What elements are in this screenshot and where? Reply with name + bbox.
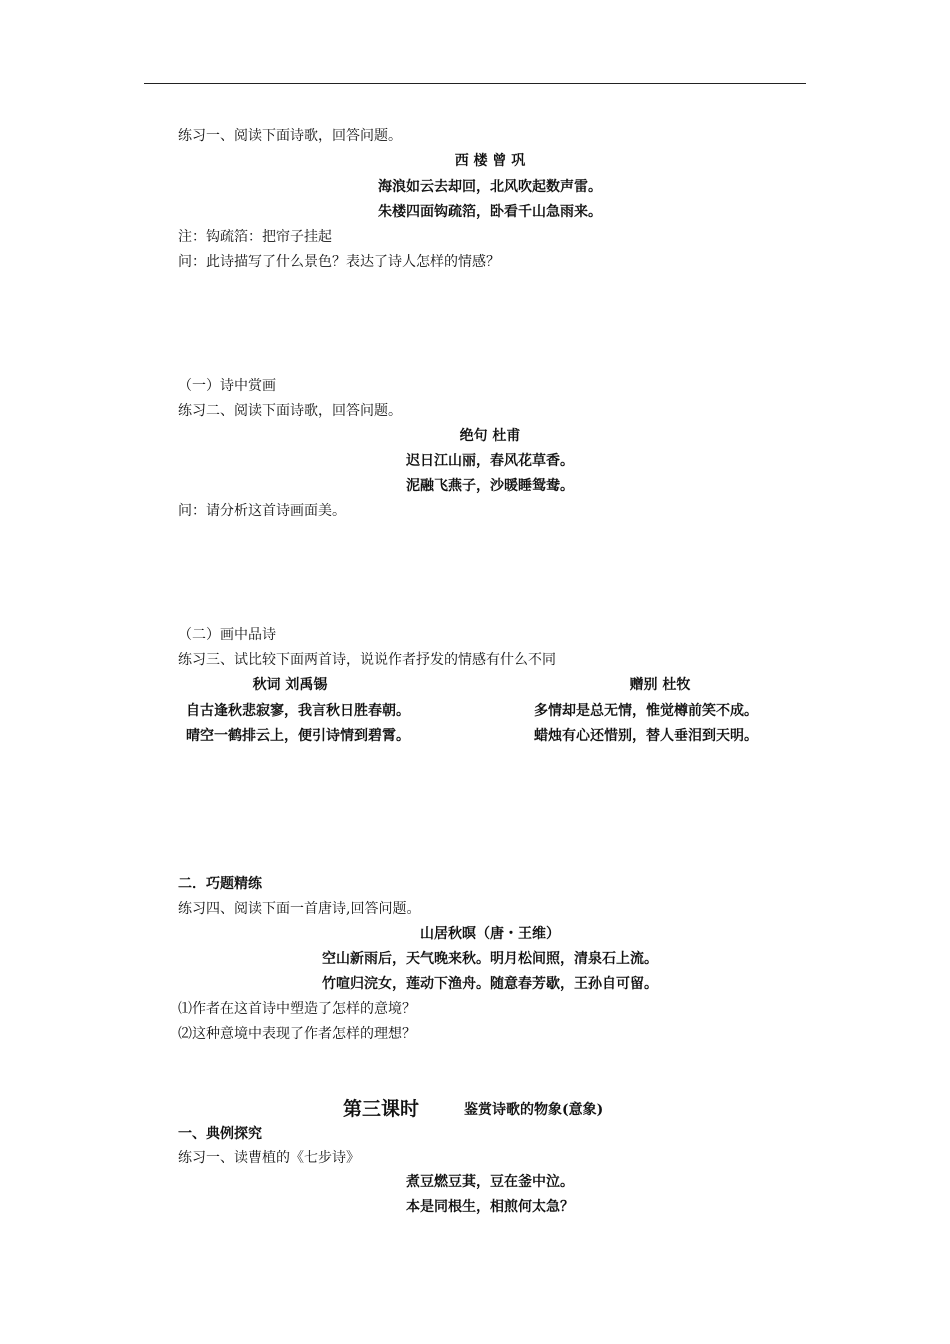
ex1-question: 问：此诗描写了什么景色？表达了诗人怎样的情感？ xyxy=(178,254,500,270)
part2-heading: 二．巧题精练 xyxy=(178,876,262,892)
ex2-question: 问：请分析这首诗画面美。 xyxy=(178,503,346,519)
lesson3-part1-heading: 一、典例探究 xyxy=(178,1126,262,1142)
ex2-intro: 练习二、阅读下面诗歌，回答问题。 xyxy=(178,403,402,419)
ex3-left-poem-line1: 自古逢秋悲寂寥，我言秋日胜春朝。 xyxy=(186,703,410,719)
ex3-right-poem-title: 赠别 杜牧 xyxy=(629,677,691,693)
ex3-intro: 练习三、试比较下面两首诗，说说作者抒发的情感有什么不同 xyxy=(178,652,556,668)
ex1-poem-title: 西 楼 曾 巩 xyxy=(454,153,526,169)
ex3-right-poem-line2: 蜡烛有心还惜别，替人垂泪到天明。 xyxy=(534,728,758,744)
ex1-poem-line2: 朱楼四面钩疏箔，卧看千山急雨来。 xyxy=(378,204,602,220)
ex4-question-1: ⑴作者在这首诗中塑造了怎样的意境？ xyxy=(178,1001,416,1017)
ex1-intro: 练习一、阅读下面诗歌，回答问题。 xyxy=(178,128,402,144)
ex3-right-poem-line1: 多情却是总无情，惟觉樽前笑不成。 xyxy=(534,703,758,719)
ex3-left-poem-line2: 晴空一鹤排云上，便引诗情到碧霄。 xyxy=(186,728,410,744)
header-rule xyxy=(144,83,806,84)
ex4-question-2: ⑵这种意境中表现了作者怎样的理想？ xyxy=(178,1026,416,1042)
lesson3-poem-line2: 本是同根生，相煎何太急？ xyxy=(406,1199,574,1215)
ex2-poem-line2: 泥融飞燕子，沙暖睡鸳鸯。 xyxy=(406,478,574,494)
ex1-note: 注：钩疏箔：把帘子挂起 xyxy=(178,229,332,245)
ex4-poem-line1: 空山新雨后，天气晚来秋。明月松间照，清泉石上流。 xyxy=(322,951,658,967)
lesson3-title: 第三课时 xyxy=(343,1098,420,1120)
ex2-poem-line1: 迟日江山丽，春风花草香。 xyxy=(406,453,574,469)
lesson3-ex1-intro: 练习一、读曹植的《七步诗》 xyxy=(178,1150,360,1166)
lesson3-poem-line1: 煮豆燃豆萁，豆在釜中泣。 xyxy=(406,1174,574,1190)
ex4-intro: 练习四、阅读下面一首唐诗,回答问题。 xyxy=(178,901,421,917)
ex1-poem-line1: 海浪如云去却回，北风吹起数声雷。 xyxy=(378,179,602,195)
ex4-poem-title: 山居秋暝（唐・王维） xyxy=(420,926,560,942)
ex4-poem-line2: 竹喧归浣女，莲动下渔舟。随意春芳歇，王孙自可留。 xyxy=(322,976,658,992)
ex3-left-poem-title: 秋词 刘禹锡 xyxy=(252,677,328,693)
ex2-poem-title: 绝句 杜甫 xyxy=(459,428,521,444)
lesson3-subtitle: 鉴赏诗歌的物象(意象) xyxy=(464,1102,604,1118)
section-heading-picture-to-poem: （二）画中品诗 xyxy=(178,627,276,643)
section-heading-poem-to-picture: （一）诗中赏画 xyxy=(178,378,276,394)
